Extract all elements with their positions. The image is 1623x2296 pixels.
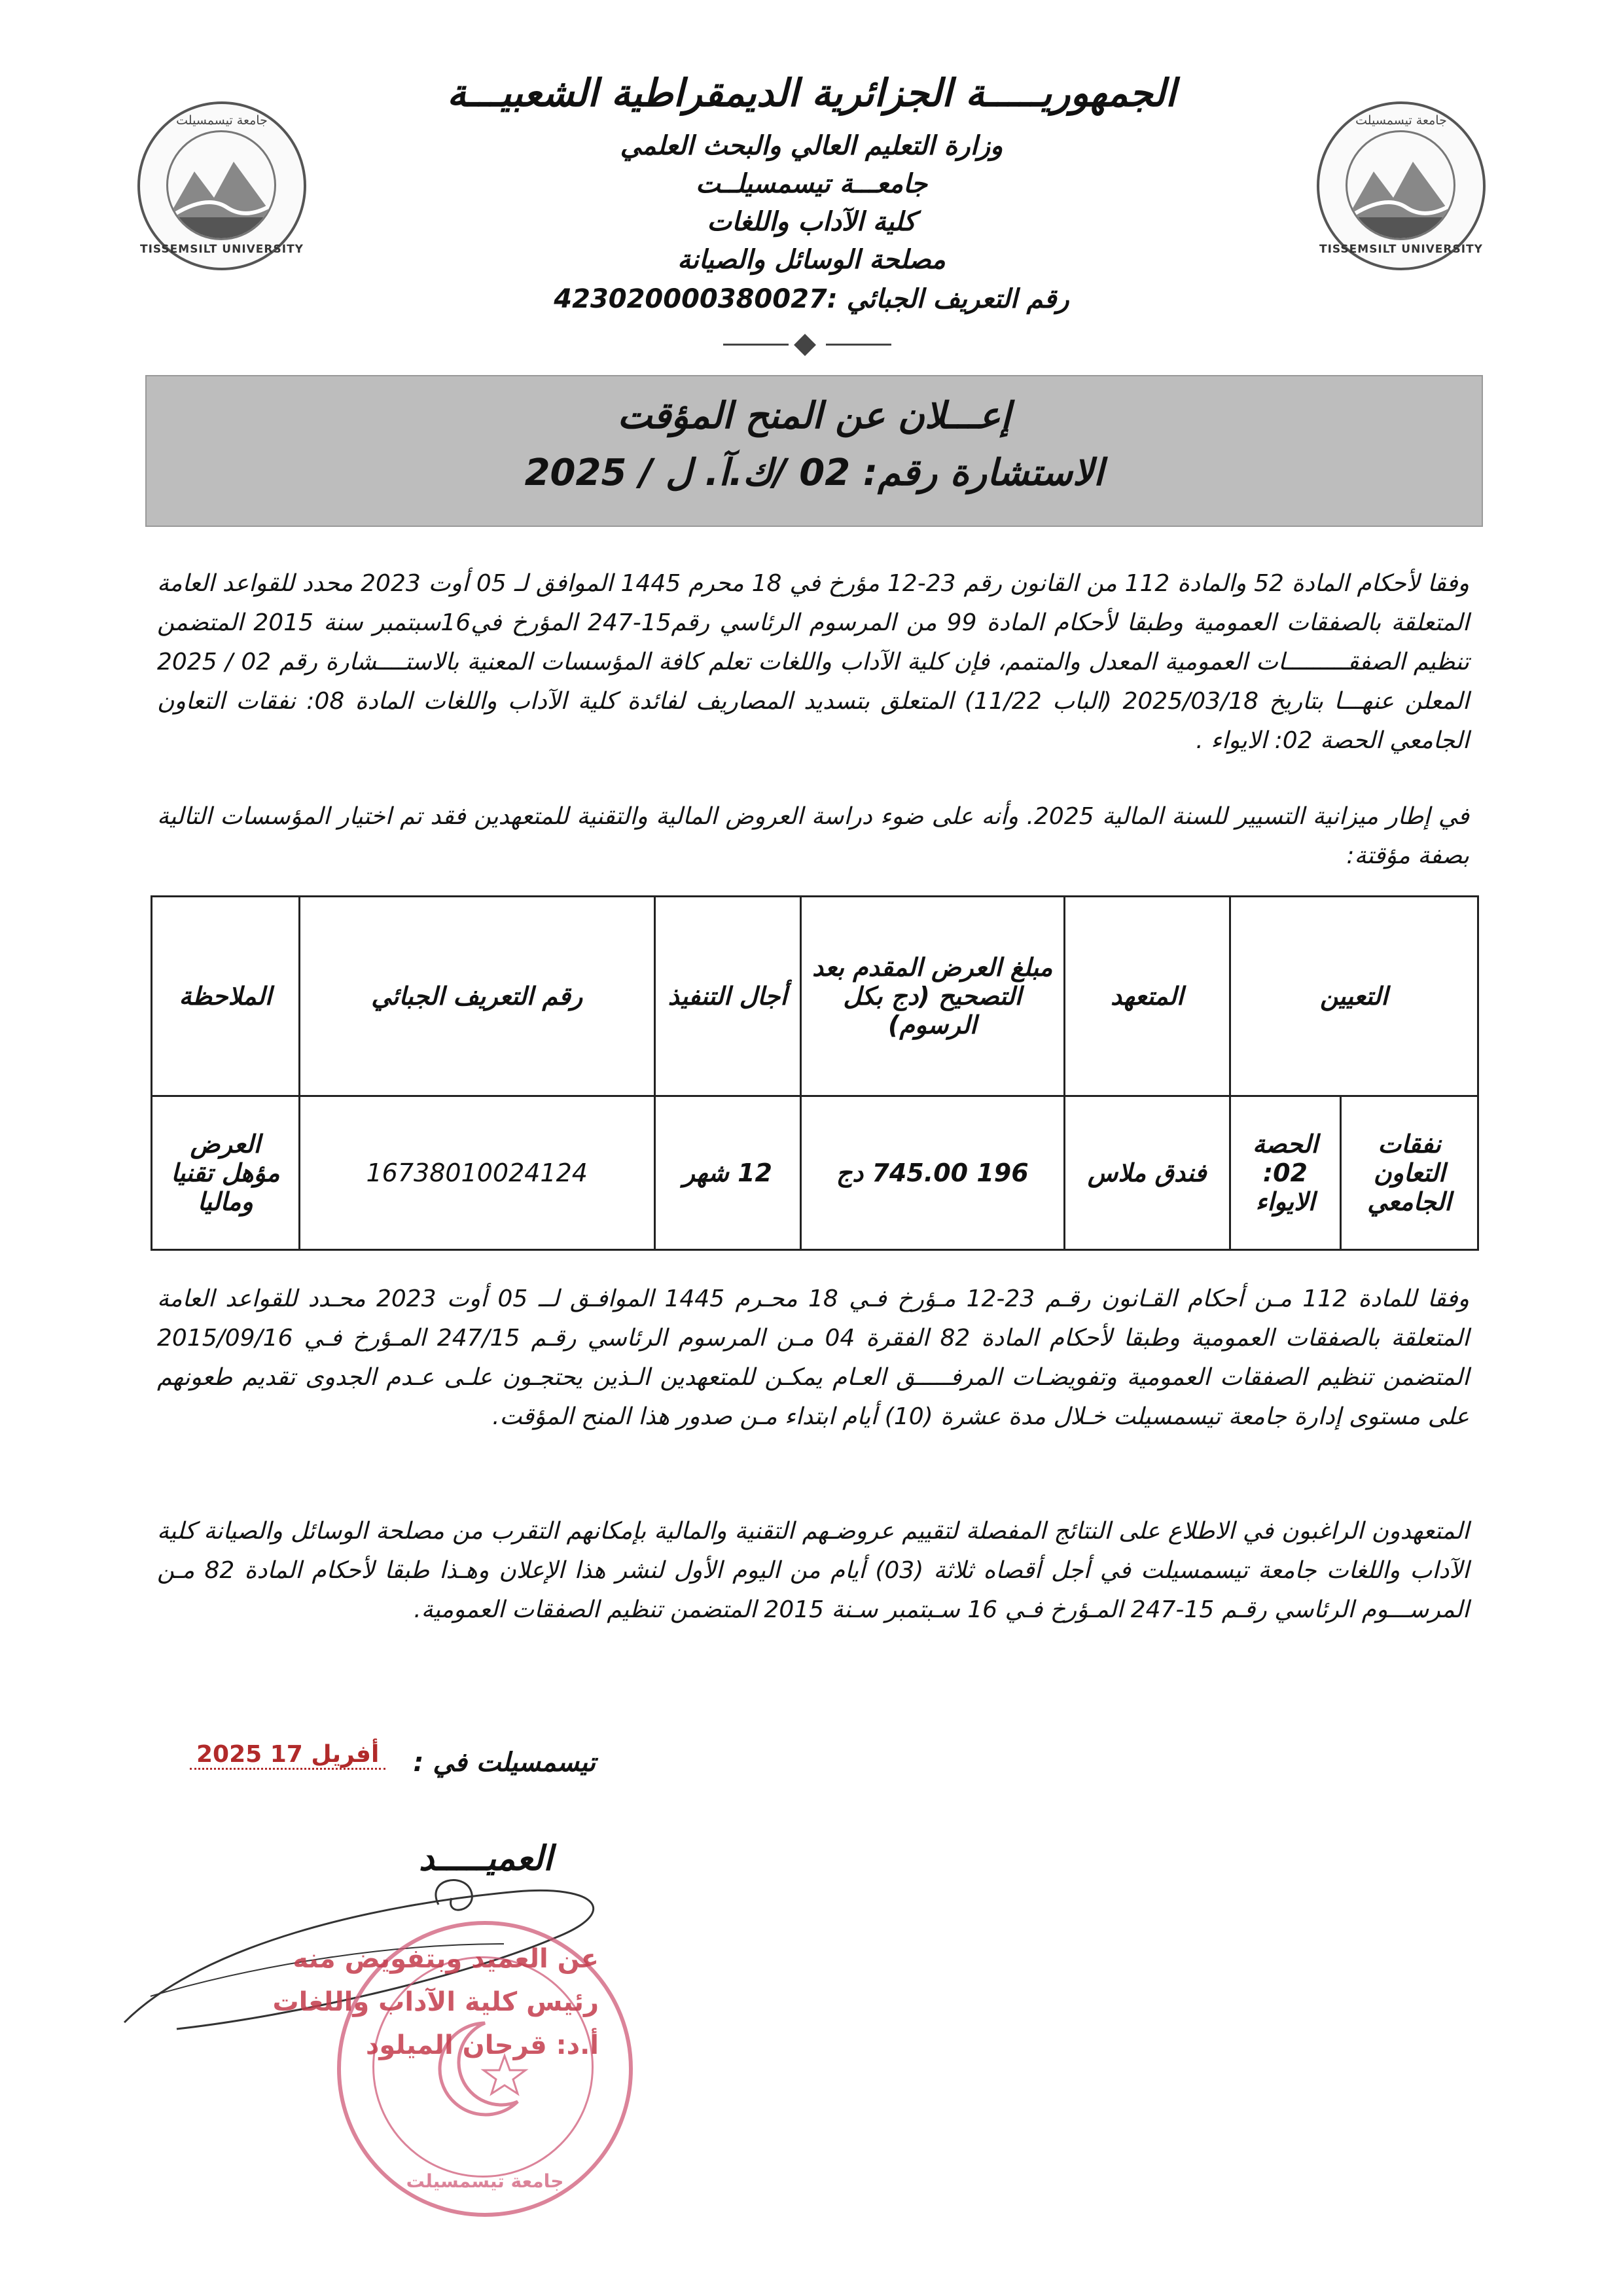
header-tax-id: رقم التعريف الجبائي [299, 897, 654, 1096]
legal-basis-paragraph: وفقا لأحكام المادة 52 والمادة 112 من القانون رقم 23-12 مؤرخ في 18 محرم 1445 الموافق لـ 05 أوت 2023 محدد للقواعد العامة المتعلقة بالصفقات العمومية وطبقا لأحكام المادة 99 من المرسوم الرئاسي رقم15-247 المؤرخ في16سبتمبر سنة 2015 المتضمن تنظيم الصفقـــــــــات العمومية المعدل والمتمم، فإن كلية الآداب واللغات تعلم كافة المؤسسات المعنية بالاستــــشارة رقم 02 / 2025 المعلن عنهـــا بتاريخ 2025/03/18 (الباب 11/22) المتعلق بتسديد المصاريف لفائدة كلية الآداب واللغات المادة 08: نفقات التعاون الجامعي الحصة 02: الايواء . [157, 570, 1470, 754]
header-bidder: المتعهد [1064, 897, 1230, 1096]
mountain-emblem-icon [1346, 130, 1455, 240]
cell-bidder: فندق ملاس [1064, 1096, 1230, 1250]
appeal-paragraph: وفقا للمادة 112 مـن أحكام القـانون رقـم 23-12 مـؤرخ فـي 18 محـرم 1445 الموافـق لــ 05 أوت 2023 محـدد للقواعد العامة المتعلقة بالصفقات العمومية وطبقا لأحكام المادة 82 الفقرة 04 مـن المرسوم الرئاسي رقـم 247/15 المـؤرخ فـي 2015/09/16 المتضمن تنظيم الصفقات العمومية وتفويضـات المرفـــــق العـام يمكـن للمتعهدين الـذين يحتجـون علـى عـدم الجدوى تقديم طعونهم على مستوى إدارة جامعة تيسمسيلت خـلال مدة عشرة (10) أيام ابتداء مـن صدور هذا المنح المؤقت. [157, 1285, 1469, 1430]
university-line: جامعـــة تيسمسيلــت [696, 169, 927, 199]
divider-line-right [826, 344, 891, 346]
provisional-award-table [151, 895, 1479, 1251]
banner-title: إعـــلان عن المنح المؤقت [617, 395, 1011, 437]
cell-expense: نفقات التعاون الجامعي [1341, 1096, 1478, 1250]
university-logo-left [137, 101, 306, 270]
cell-deadline: 12 شهر [654, 1096, 800, 1250]
header-designation: التعيين [1230, 897, 1478, 1096]
logo-caption: TISSEMSILT UNIVERSITY [1319, 243, 1483, 256]
divider-diamond-icon [794, 334, 816, 356]
header-amount: مبلغ العرض المقدم بعد التصحيح (دج بكل الرسوم) [800, 897, 1064, 1096]
budget-paragraph: في إطار ميزانية التسيير للسنة المالية 2025. وأنه على ضوء دراسة العروض المالية والتقنية للمتعهدين فقد تم اختيار المؤسسات التالية بصفة مؤقتة: [157, 803, 1469, 869]
service-line: مصلحة الوسائل والصيانة [677, 245, 946, 275]
tax-id-line: رقم التعريف الجبائي :423020000380027 [554, 284, 1069, 314]
cell-remark: العرض مؤهل تقنيا وماليا [152, 1096, 300, 1250]
table-header-row [152, 897, 1478, 1096]
cell-amount: 196 745.00 دج [800, 1096, 1064, 1250]
logo-arabic-text: جامعة تيسمسيلت [176, 113, 268, 128]
university-logo-right [1317, 101, 1486, 270]
signature-date: 2025 أفريل 17 [190, 1741, 385, 1770]
announcement-banner [145, 375, 1483, 527]
cell-lot: الحصة 02: الايواء [1230, 1096, 1340, 1250]
table-row [152, 1096, 1478, 1250]
stamp-line-1: عن العميد وبتفويض منه [293, 1944, 599, 1974]
header-remark: الملاحظة [152, 897, 300, 1096]
mountain-emblem-icon [166, 130, 276, 240]
ministry-line: وزارة التعليم العالي والبحث العلمي [620, 131, 1003, 161]
faculty-line: كلية الآداب واللغات [707, 207, 916, 237]
header-deadline: أجال التنفيذ [654, 897, 800, 1096]
seal-label: جامعة تيسمسيلت [406, 2170, 564, 2192]
place-label: تيسمسيلت في : [413, 1748, 596, 1778]
consultation-paragraph: المتعهدون الراغبون في الاطلاع على النتائج المفصلة لتقييم عروضـهم التقنية والمالية بإمكانهم التقرب من مصلحة الوسائل والصيانة كلية الآداب واللغات جامعة تيسمسيلت في أجل أقصاه ثلاثة (03) أيام من اليوم الأول لنشر هذا الإعلان وهـذا طبقا لأحكام المادة 82 مـن المرســـوم الرئاسي رقـم 15-247 المـؤرخ فـي 16 سـبتمبر سـنة 2015 المتضمن تنظيم الصفقات العمومية. [157, 1518, 1469, 1623]
dean-title: العميـــــد [419, 1839, 553, 1878]
logo-caption: TISSEMSILT UNIVERSITY [140, 243, 304, 256]
logo-arabic-text: جامعة تيسمسيلت [1355, 113, 1447, 128]
delegation-stamp [88, 1937, 599, 2067]
stamp-line-3: أ.د: قرحان الميلود [365, 2030, 599, 2060]
cell-tax-id: 16738010024124 [299, 1096, 654, 1250]
banner-subtitle: الاستشارة رقم: 02 /ك.آ. ل / 2025 [524, 452, 1104, 494]
divider-line-left [723, 344, 789, 346]
republic-title: الجمهوريـــــة الجزائرية الديمقراطية الشعبيـــة [447, 71, 1176, 115]
stamp-line-2: رئيس كلية الآداب واللغات [272, 1987, 599, 2017]
